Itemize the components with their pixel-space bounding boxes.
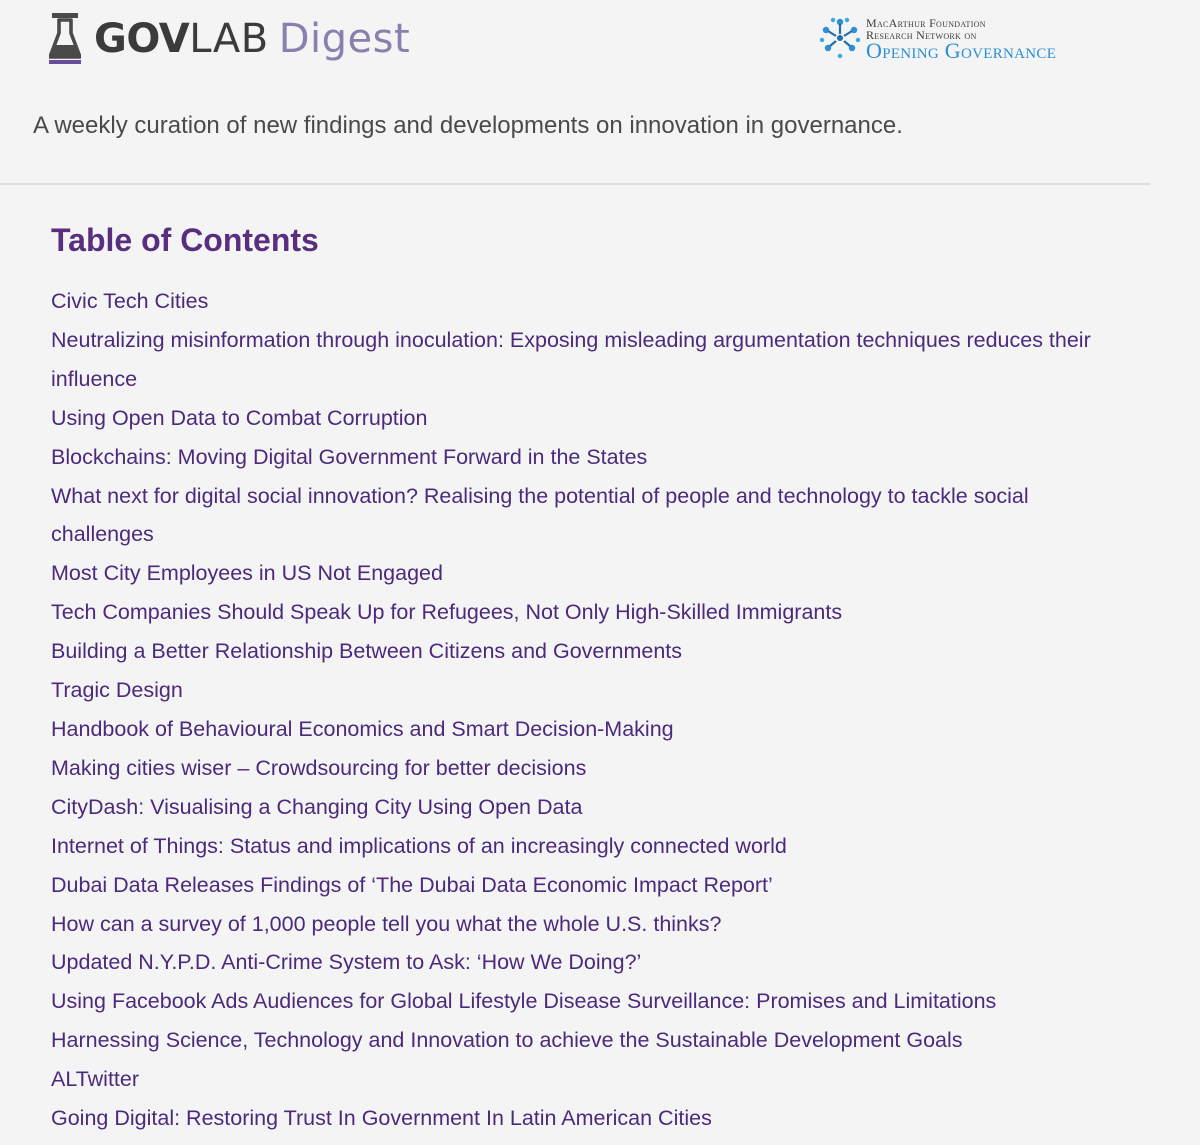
toc-title: Table of Contents xyxy=(51,222,319,258)
toc-link[interactable]: Going Digital: Restoring Trust In Government In Latin American Cities xyxy=(51,1106,712,1131)
toc-item xyxy=(51,632,1091,671)
toc-item xyxy=(51,905,1091,944)
flask-icon[interactable] xyxy=(49,13,81,65)
network-star-icon xyxy=(818,16,862,60)
toc-link[interactable]: Neutralizing misinformation through inoculation: Exposing misleading argumentation techniques reduces their influence xyxy=(51,327,1091,391)
toc-link[interactable]: Blockchains: Moving Digital Government Forward in the States xyxy=(51,444,648,469)
logo-lab-text: LAB xyxy=(189,16,269,62)
toc-link[interactable]: Building a Better Relationship Between Citizens and Governments xyxy=(51,639,683,664)
partner-network-label: Research Network on xyxy=(866,28,977,42)
partner-program-name: Opening Governance xyxy=(866,38,1057,63)
toc-link[interactable]: Handbook of Behavioural Economics and Smart Decision-Making xyxy=(51,716,674,741)
toc-item xyxy=(51,477,1091,555)
toc-link[interactable]: Internet of Things: Status and implications of an increasingly connected world xyxy=(51,833,787,858)
toc-link[interactable]: Using Facebook Ads Audiences for Global Lifestyle Disease Surveillance: Promises and Limitations xyxy=(51,989,997,1014)
toc-item xyxy=(51,671,1091,710)
govlab-digest-logo[interactable] xyxy=(94,14,410,64)
toc-list xyxy=(51,282,1091,1138)
toc-item xyxy=(51,788,1091,827)
toc-item xyxy=(51,866,1091,905)
toc-item xyxy=(51,982,1091,1021)
toc-item xyxy=(51,1060,1091,1099)
toc-link[interactable]: CityDash: Visualising a Changing City Using Open Data xyxy=(51,794,583,819)
header xyxy=(0,0,1200,90)
toc-link[interactable]: Tragic Design xyxy=(51,678,183,703)
toc-item xyxy=(51,321,1091,399)
toc-item xyxy=(51,827,1091,866)
toc-link[interactable]: Updated N.Y.P.D. Anti-Crime System to Ask: ‘How We Doing?’ xyxy=(51,950,642,975)
toc-item xyxy=(51,438,1091,477)
toc-link[interactable]: Most City Employees in US Not Engaged xyxy=(51,561,443,586)
toc-link[interactable]: Harnessing Science, Technology and Innovation to achieve the Sustainable Development Goals xyxy=(51,1028,963,1053)
logo-gov-text: GOV xyxy=(94,16,190,62)
toc-item xyxy=(51,749,1091,788)
toc-link[interactable]: Making cities wiser – Crowdsourcing for better decisions xyxy=(51,755,587,780)
toc-item xyxy=(51,399,1091,438)
toc-link[interactable]: Using Open Data to Combat Corruption xyxy=(51,405,428,430)
logo-digest-text: Digest xyxy=(278,16,411,62)
toc-item xyxy=(51,1099,1091,1138)
tagline: A weekly curation of new findings and developments on innovation in governance. xyxy=(33,112,903,139)
macarthur-partner-logo[interactable] xyxy=(818,16,1108,66)
toc-link[interactable]: Civic Tech Cities xyxy=(51,289,209,313)
toc-link[interactable]: Dubai Data Releases Findings of ‘The Dubai Data Economic Impact Report’ xyxy=(51,872,773,897)
toc-link[interactable]: Tech Companies Should Speak Up for Refugees, Not Only High-Skilled Immigrants xyxy=(51,600,843,625)
toc-item xyxy=(51,593,1091,632)
toc-link[interactable]: What next for digital social innovation? Realising the potential of people and technology to tackle social challenges xyxy=(51,483,1029,547)
toc-link[interactable]: How can a survey of 1,000 people tell you what the whole U.S. thinks? xyxy=(51,911,722,936)
toc-item xyxy=(51,943,1091,982)
toc-item xyxy=(51,554,1091,593)
toc-link[interactable]: ALTwitter xyxy=(51,1067,140,1092)
toc-item xyxy=(51,710,1091,749)
toc-item xyxy=(51,282,1091,321)
divider xyxy=(0,183,1150,185)
partner-foundation-name: MacArthur Foundation xyxy=(866,16,986,30)
toc-item xyxy=(51,1021,1091,1060)
